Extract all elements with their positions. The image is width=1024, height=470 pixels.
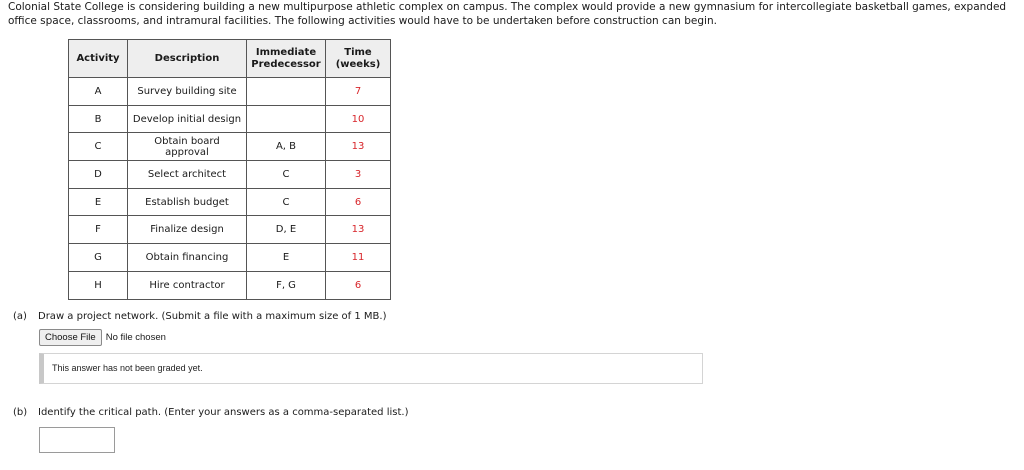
header-time-line1: Time [344, 46, 372, 58]
problem-intro: Colonial State College is considering building a new multipurpose athletic complex on campus. The complex would provide a new gymnasium for intercollegiate basketball games, expanded office space, classrooms, and intramural facilities. The following activities would have to be undertaken before construction can begin. [8, 1, 1007, 27]
table-row [69, 244, 391, 272]
predecessor-cell: C [247, 188, 326, 216]
description-cell: Select architect [128, 161, 247, 189]
description-cell: Develop initial design [128, 105, 247, 133]
description-cell: Obtain board approval [128, 133, 247, 161]
activity-cell: C [69, 133, 128, 161]
table-header-row [69, 40, 391, 78]
header-predecessor [247, 40, 326, 78]
description-cell: Finalize design [128, 216, 247, 244]
time-cell: 6 [326, 188, 391, 216]
description-cell: Survey building site [128, 78, 247, 106]
time-cell: 11 [326, 244, 391, 272]
description-cell: Hire contractor [128, 271, 247, 299]
predecessor-cell: A, B [247, 133, 326, 161]
time-cell: 13 [326, 216, 391, 244]
activity-cell: E [69, 188, 128, 216]
header-time-line2: (weeks) [335, 58, 381, 70]
header-activity: Activity [69, 40, 128, 78]
no-file-status: No file chosen [105, 332, 166, 343]
question-b-text: Identify the critical path. (Enter your answers as a comma-separated list.) [38, 407, 409, 418]
choose-file-button[interactable]: Choose File [39, 329, 102, 346]
description-cell: Establish budget [128, 188, 247, 216]
predecessor-cell: D, E [247, 216, 326, 244]
activity-cell: G [69, 244, 128, 272]
predecessor-cell [247, 105, 326, 133]
activity-cell: B [69, 105, 128, 133]
activity-cell: H [69, 271, 128, 299]
description-cell: Obtain financing [128, 244, 247, 272]
table-row [69, 161, 391, 189]
table-row [69, 105, 391, 133]
header-description: Description [128, 40, 247, 78]
header-predecessor-line1: Immediate [255, 46, 317, 58]
file-upload [39, 329, 166, 346]
activity-cell: F [69, 216, 128, 244]
table-row [69, 133, 391, 161]
time-cell: 7 [326, 78, 391, 106]
time-cell: 10 [326, 105, 391, 133]
predecessor-cell: E [247, 244, 326, 272]
question-b [13, 407, 408, 418]
table-row [69, 188, 391, 216]
table-row [69, 78, 391, 106]
question-a-label: (a) [13, 311, 27, 322]
table-row [69, 271, 391, 299]
header-time [326, 40, 391, 78]
critical-path-input[interactable] [39, 427, 115, 453]
question-a-text: Draw a project network. (Submit a file with a maximum size of 1 MB.) [38, 311, 387, 322]
predecessor-cell: C [247, 161, 326, 189]
predecessor-cell [247, 78, 326, 106]
question-b-label: (b) [13, 407, 28, 418]
time-cell: 13 [326, 133, 391, 161]
question-a [13, 311, 387, 322]
predecessor-cell: F, G [247, 271, 326, 299]
activity-cell: D [69, 161, 128, 189]
activity-table [68, 39, 391, 300]
header-predecessor-line2: Predecessor [251, 58, 321, 70]
activity-cell: A [69, 78, 128, 106]
table-row [69, 216, 391, 244]
time-cell: 6 [326, 271, 391, 299]
time-cell: 3 [326, 161, 391, 189]
grading-feedback: This answer has not been graded yet. [39, 353, 703, 384]
